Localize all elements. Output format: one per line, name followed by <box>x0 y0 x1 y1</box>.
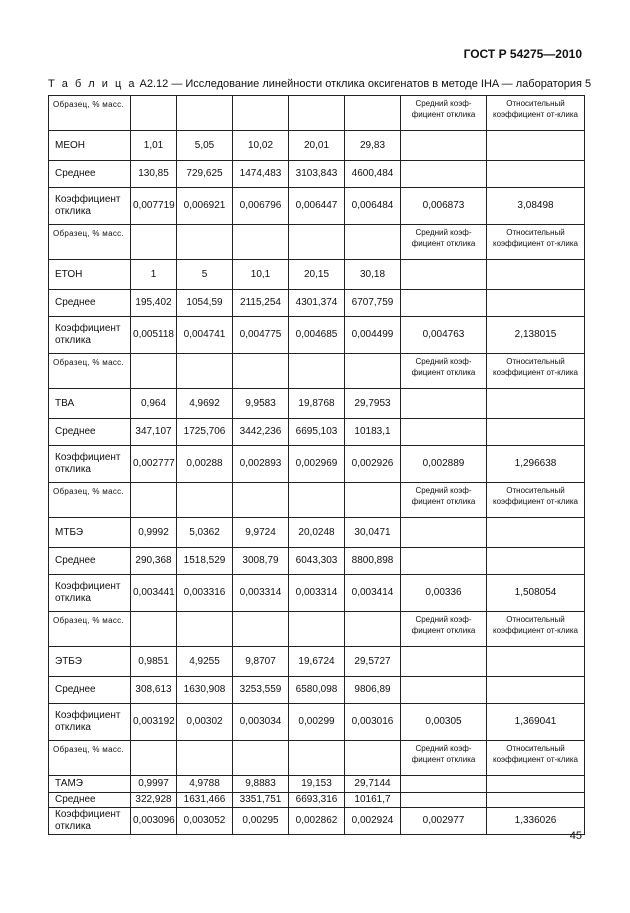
average-row <box>49 677 585 704</box>
response-coef-label: Коэффициент отклика <box>49 704 131 741</box>
empty-cell <box>487 677 585 704</box>
empty-cell <box>487 548 585 575</box>
rel-coef-value: 3,08498 <box>487 188 585 225</box>
linearity-table <box>48 95 585 835</box>
response-coef-label: Коэффициент отклика <box>49 808 131 835</box>
response-coef-value: 0,003016 <box>345 704 401 741</box>
rel-coef-value: 1,369041 <box>487 704 585 741</box>
avg-coef-value: 0,002889 <box>401 446 487 483</box>
compound-row <box>49 389 585 419</box>
empty-cell <box>401 548 487 575</box>
response-coef-value: 0,004499 <box>345 317 401 354</box>
average-label: Среднее <box>49 793 131 808</box>
average-value: 3351,751 <box>233 793 289 808</box>
average-row <box>49 161 585 188</box>
response-coef-value: 0,004775 <box>233 317 289 354</box>
empty-cell <box>289 96 345 131</box>
avg-coef-value: 0,004763 <box>401 317 487 354</box>
response-coef-value: 0,003441 <box>131 575 177 612</box>
empty-cell <box>401 131 487 161</box>
average-value: 195,402 <box>131 290 177 317</box>
mass-value: 0,964 <box>131 389 177 419</box>
empty-cell <box>487 647 585 677</box>
empty-cell <box>345 483 401 518</box>
average-value: 729,625 <box>177 161 233 188</box>
compound-name: МЕОН <box>49 131 131 161</box>
rel-coef-value: 1,296638 <box>487 446 585 483</box>
average-row <box>49 548 585 575</box>
rel-coef-value: 1,336026 <box>487 808 585 835</box>
mass-value: 10,1 <box>233 260 289 290</box>
compound-name: ТВА <box>49 389 131 419</box>
average-value: 1474,483 <box>233 161 289 188</box>
average-value: 6580,098 <box>289 677 345 704</box>
average-value: 6695,103 <box>289 419 345 446</box>
empty-cell <box>177 483 233 518</box>
empty-cell <box>487 161 585 188</box>
empty-cell <box>401 290 487 317</box>
response-coef-value: 0,007719 <box>131 188 177 225</box>
mass-value: 29,5727 <box>345 647 401 677</box>
mass-value: 0,9851 <box>131 647 177 677</box>
mass-value: 1,01 <box>131 131 177 161</box>
average-label: Среднее <box>49 290 131 317</box>
caption-prefix: Т а б л и ц а <box>48 78 137 90</box>
mass-value: 29,83 <box>345 131 401 161</box>
empty-cell <box>401 793 487 808</box>
empty-cell <box>487 776 585 793</box>
empty-cell <box>401 260 487 290</box>
sample-mass-header: Образец, % масс. <box>49 741 131 776</box>
rel-coef-header: Относительный коэффициент от-клика <box>487 741 585 776</box>
response-coef-value: 0,003316 <box>177 575 233 612</box>
group-header-row <box>49 483 585 518</box>
mass-value: 0,9992 <box>131 518 177 548</box>
mass-value: 20,0248 <box>289 518 345 548</box>
average-value: 6043,303 <box>289 548 345 575</box>
sample-mass-header: Образец, % масс. <box>49 612 131 647</box>
response-coef-value: 0,006484 <box>345 188 401 225</box>
average-value: 2115,254 <box>233 290 289 317</box>
average-value: 322,928 <box>131 793 177 808</box>
average-value: 3103,843 <box>289 161 345 188</box>
avg-coef-header: Средний коэф-фициент отклика <box>401 225 487 260</box>
mass-value: 30,18 <box>345 260 401 290</box>
response-coef-row <box>49 188 585 225</box>
mass-value: 9,8707 <box>233 647 289 677</box>
average-value: 347,107 <box>131 419 177 446</box>
empty-cell <box>289 354 345 389</box>
average-row <box>49 419 585 446</box>
response-coef-value: 0,004685 <box>289 317 345 354</box>
response-coef-label: Коэффициент отклика <box>49 188 131 225</box>
empty-cell <box>487 131 585 161</box>
average-value: 1630,908 <box>177 677 233 704</box>
avg-coef-header: Средний коэф-фициент отклика <box>401 483 487 518</box>
empty-cell <box>289 741 345 776</box>
empty-cell <box>233 96 289 131</box>
mass-value: 19,8768 <box>289 389 345 419</box>
response-coef-value: 0,002926 <box>345 446 401 483</box>
empty-cell <box>487 389 585 419</box>
compound-row <box>49 260 585 290</box>
rel-coef-header: Относительный коэффициент от-клика <box>487 225 585 260</box>
response-coef-value: 0,00295 <box>233 808 289 835</box>
empty-cell <box>487 419 585 446</box>
mass-value: 4,9255 <box>177 647 233 677</box>
mass-value: 9,9724 <box>233 518 289 548</box>
response-coef-value: 0,00299 <box>289 704 345 741</box>
sample-mass-header: Образец, % масс. <box>49 483 131 518</box>
response-coef-value: 0,003034 <box>233 704 289 741</box>
avg-coef-value: 0,002977 <box>401 808 487 835</box>
sample-mass-header: Образец, % масс. <box>49 96 131 131</box>
avg-coef-header: Средний коэф-фициент отклика <box>401 612 487 647</box>
compound-row <box>49 647 585 677</box>
compound-name: МТБЭ <box>49 518 131 548</box>
avg-coef-value: 0,00336 <box>401 575 487 612</box>
avg-coef-value: 0,00305 <box>401 704 487 741</box>
mass-value: 1 <box>131 260 177 290</box>
empty-cell <box>177 354 233 389</box>
response-coef-value: 0,003314 <box>233 575 289 612</box>
response-coef-value: 0,002862 <box>289 808 345 835</box>
response-coef-row <box>49 317 585 354</box>
mass-value: 29,7144 <box>345 776 401 793</box>
response-coef-value: 0,003314 <box>289 575 345 612</box>
response-coef-value: 0,006921 <box>177 188 233 225</box>
empty-cell <box>401 389 487 419</box>
compound-name: ЕТОН <box>49 260 131 290</box>
mass-value: 0,9997 <box>131 776 177 793</box>
sample-mass-header: Образец, % масс. <box>49 225 131 260</box>
empty-cell <box>289 483 345 518</box>
response-coef-value: 0,00302 <box>177 704 233 741</box>
empty-cell <box>233 483 289 518</box>
mass-value: 4,9692 <box>177 389 233 419</box>
average-value: 6693,316 <box>289 793 345 808</box>
average-value: 9806,89 <box>345 677 401 704</box>
mass-value: 20,01 <box>289 131 345 161</box>
average-value: 1518,529 <box>177 548 233 575</box>
average-value: 3442,236 <box>233 419 289 446</box>
average-value: 10183,1 <box>345 419 401 446</box>
empty-cell <box>345 96 401 131</box>
mass-value: 5,05 <box>177 131 233 161</box>
average-label: Среднее <box>49 161 131 188</box>
response-coef-value: 0,003192 <box>131 704 177 741</box>
empty-cell <box>487 793 585 808</box>
avg-coef-header: Средний коэф-фициент отклика <box>401 96 487 131</box>
page-number: 45 <box>569 830 582 842</box>
average-value: 130,85 <box>131 161 177 188</box>
group-header-row <box>49 741 585 776</box>
mass-value: 4,9788 <box>177 776 233 793</box>
response-coef-row <box>49 575 585 612</box>
avg-coef-header: Средний коэф-фициент отклика <box>401 354 487 389</box>
empty-cell <box>401 677 487 704</box>
rel-coef-header: Относительный коэффициент от-клика <box>487 96 585 131</box>
rel-coef-value: 2,138015 <box>487 317 585 354</box>
response-coef-value: 0,006796 <box>233 188 289 225</box>
empty-cell <box>401 419 487 446</box>
response-coef-row <box>49 704 585 741</box>
empty-cell <box>487 290 585 317</box>
response-coef-value: 0,002893 <box>233 446 289 483</box>
empty-cell <box>233 354 289 389</box>
empty-cell <box>345 741 401 776</box>
response-coef-value: 0,002924 <box>345 808 401 835</box>
caption-text: А2.12 — Исследование линейности отклика оксигенатов в методе IHA — лаборатория 5 <box>139 78 592 90</box>
rel-coef-value: 1,508054 <box>487 575 585 612</box>
average-row <box>49 793 585 808</box>
response-coef-value: 0,002777 <box>131 446 177 483</box>
average-value: 8800,898 <box>345 548 401 575</box>
empty-cell <box>131 225 177 260</box>
mass-value: 20,15 <box>289 260 345 290</box>
group-header-row <box>49 225 585 260</box>
rel-coef-header: Относительный коэффициент от-клика <box>487 354 585 389</box>
avg-coef-header: Средний коэф-фициент отклика <box>401 741 487 776</box>
response-coef-value: 0,005118 <box>131 317 177 354</box>
average-value: 6707,759 <box>345 290 401 317</box>
response-coef-value: 0,003414 <box>345 575 401 612</box>
average-row <box>49 290 585 317</box>
mass-value: 5,0362 <box>177 518 233 548</box>
empty-cell <box>131 612 177 647</box>
mass-value: 19,153 <box>289 776 345 793</box>
empty-cell <box>131 741 177 776</box>
sample-mass-header: Образец, % масс. <box>49 354 131 389</box>
rel-coef-header: Относительный коэффициент от-клика <box>487 612 585 647</box>
group-header-row <box>49 96 585 131</box>
response-coef-value: 0,003052 <box>177 808 233 835</box>
response-coef-value: 0,003096 <box>131 808 177 835</box>
mass-value: 29,7953 <box>345 389 401 419</box>
average-value: 4600,484 <box>345 161 401 188</box>
average-value: 1054,59 <box>177 290 233 317</box>
mass-value: 19,6724 <box>289 647 345 677</box>
empty-cell <box>289 612 345 647</box>
empty-cell <box>131 483 177 518</box>
empty-cell <box>487 518 585 548</box>
empty-cell <box>177 225 233 260</box>
average-value: 1631,466 <box>177 793 233 808</box>
average-value: 308,613 <box>131 677 177 704</box>
average-value: 1725,706 <box>177 419 233 446</box>
empty-cell <box>289 225 345 260</box>
response-coef-value: 0,002969 <box>289 446 345 483</box>
average-value: 10161,7 <box>345 793 401 808</box>
table-caption <box>48 78 591 90</box>
mass-value: 9,8883 <box>233 776 289 793</box>
group-header-row <box>49 354 585 389</box>
empty-cell <box>401 161 487 188</box>
compound-row <box>49 518 585 548</box>
compound-name: ТАМЭ <box>49 776 131 793</box>
compound-row <box>49 131 585 161</box>
average-value: 4301,374 <box>289 290 345 317</box>
empty-cell <box>177 741 233 776</box>
empty-cell <box>345 354 401 389</box>
empty-cell <box>131 96 177 131</box>
group-header-row <box>49 612 585 647</box>
empty-cell <box>177 612 233 647</box>
avg-coef-value: 0,006873 <box>401 188 487 225</box>
compound-row <box>49 776 585 793</box>
average-label: Среднее <box>49 548 131 575</box>
empty-cell <box>345 612 401 647</box>
average-value: 290,368 <box>131 548 177 575</box>
mass-value: 9,9583 <box>233 389 289 419</box>
empty-cell <box>131 354 177 389</box>
response-coef-label: Коэффициент отклика <box>49 575 131 612</box>
empty-cell <box>233 741 289 776</box>
empty-cell <box>401 518 487 548</box>
response-coef-label: Коэффициент отклика <box>49 446 131 483</box>
empty-cell <box>401 776 487 793</box>
average-value: 3253,559 <box>233 677 289 704</box>
document-id: ГОСТ Р 54275—2010 <box>463 47 582 61</box>
response-coef-value: 0,004741 <box>177 317 233 354</box>
empty-cell <box>233 225 289 260</box>
average-value: 3008,79 <box>233 548 289 575</box>
empty-cell <box>487 260 585 290</box>
empty-cell <box>345 225 401 260</box>
response-coef-row <box>49 808 585 835</box>
empty-cell <box>401 647 487 677</box>
response-coef-value: 0,006447 <box>289 188 345 225</box>
average-label: Среднее <box>49 419 131 446</box>
empty-cell <box>177 96 233 131</box>
response-coef-row <box>49 446 585 483</box>
response-coef-value: 0,00288 <box>177 446 233 483</box>
mass-value: 30,0471 <box>345 518 401 548</box>
response-coef-label: Коэффициент отклика <box>49 317 131 354</box>
compound-name: ЭТБЭ <box>49 647 131 677</box>
rel-coef-header: Относительный коэффициент от-клика <box>487 483 585 518</box>
empty-cell <box>233 612 289 647</box>
average-label: Среднее <box>49 677 131 704</box>
mass-value: 5 <box>177 260 233 290</box>
mass-value: 10,02 <box>233 131 289 161</box>
